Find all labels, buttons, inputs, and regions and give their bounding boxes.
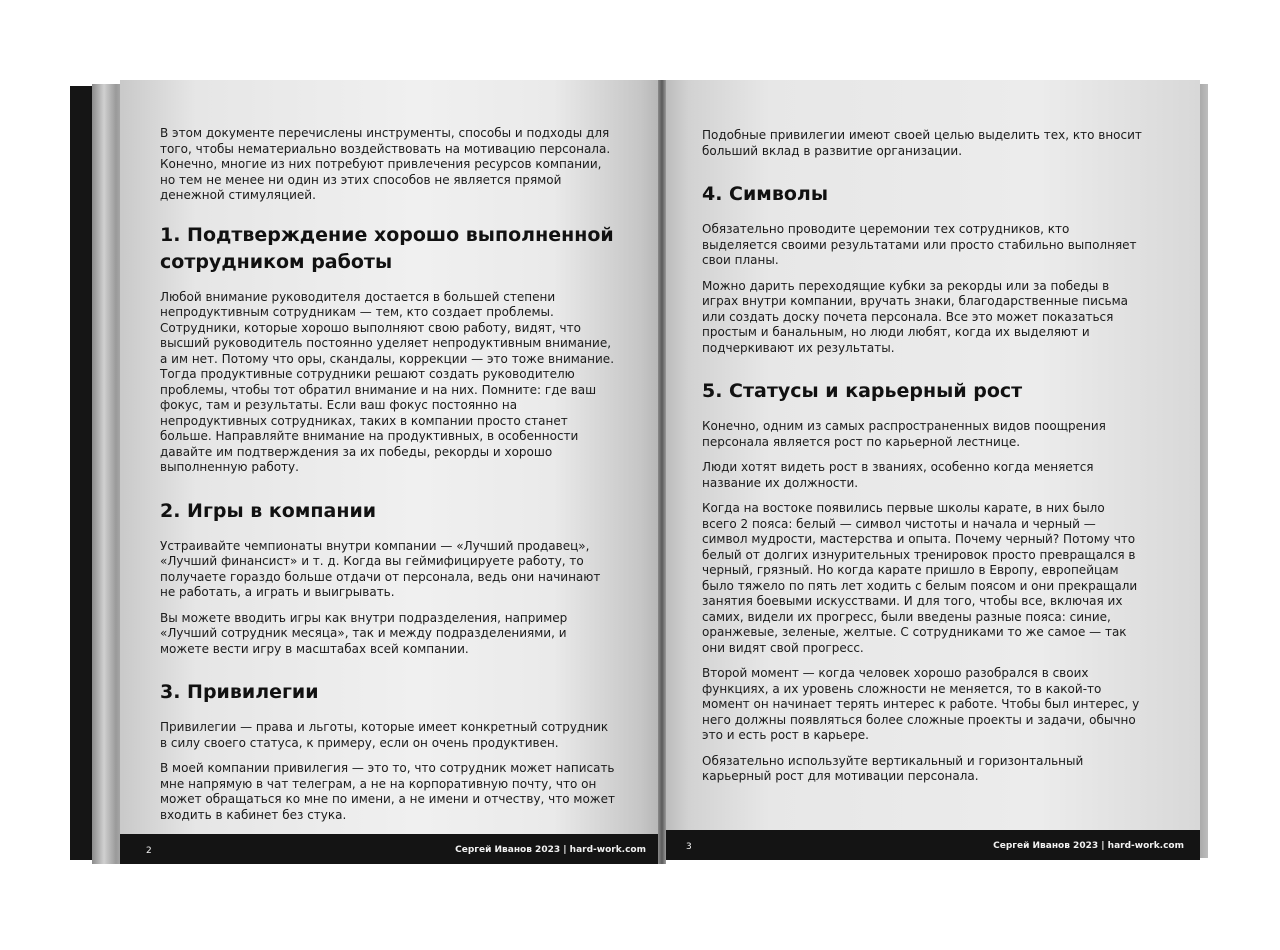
left-page [120, 80, 662, 864]
body-paragraph: Вы можете вводить игры как внутри подразделения, например «Лучший сотрудник месяца», так и между подразделениями, и можете вести игру в масштабах всей компании. [160, 610, 568, 656]
book-spine [658, 80, 666, 864]
page-number: 3 [686, 842, 692, 852]
intro-paragraph: В этом документе перечислены инструменты, способы и подходы для того, чтобы нематериально воздействовать на мотивацию персонала. Конечно, многие из них потребуют привлечения ресурсов компании, но тем не менее ни один из этих способов не является прямой денежной стимуляцией. [160, 126, 611, 202]
section-heading: 2. Игры в компании [160, 499, 377, 522]
right-page-content [702, 128, 1142, 795]
body-paragraph: Люди хотят видеть рост в званиях, особенно когда меняется название их должности. [702, 460, 1094, 490]
page-footer [120, 834, 662, 864]
section-heading: 3. Привилегии [160, 681, 319, 703]
section-heading: 4. Символы [702, 183, 829, 205]
section-heading: 1. Подтверждение хорошо выполненной сотрудником работы [160, 223, 614, 273]
body-paragraph: Обязательно используйте вертикальный и горизонтальный карьерный рост для мотивации персонала. [702, 753, 1084, 783]
page-number: 2 [146, 846, 152, 856]
section-heading: 5. Статусы и карьерный рост [702, 380, 1023, 402]
body-paragraph: Можно дарить переходящие кубки за рекорды или за победы в играх внутри компании, вручать знаки, благодарственные письма или создать доску почета персонала. Все это может показаться простым и банальным, но люди любят, когда их выделяют и подчеркивают их результаты. [702, 278, 1128, 355]
footer-credit: Сергей Иванов 2023 | hard-work.com [455, 845, 646, 855]
body-paragraph: Привилегии — права и льготы, которые имеет конкретный сотрудник в силу своего статуса, к примеру, если он очень продуктивен. [160, 720, 609, 750]
body-paragraph: Второй момент — когда человек хорошо разобрался в своих функциях, а их уровень сложности не меняется, то в какой-то момент он начинает терять интерес к работе. Чтобы был интерес, у него должны появляться более сложные проекты и задачи, обычно это и есть рост в карьере. [702, 666, 1140, 742]
body-paragraph: Когда на востоке появились первые школы карате, в них было всего 2 пояса: белый — символ чистоты и начала и черный — символ мудрости, мастерства и опыта. Почему черный? Потому что белый от долгих изнурительных тренировок просто превращался в черный, грязный. Но когда карате пришло в Европу, европейцам было тяжело по пять лет ходить с белым поясом и они прекращали занятия боевыми искусствами. И для того, чтобы все, включая их самих, видели их прогресс, были введены разные пояса: синие, оранжевые, зеленые, желтые. С сотрудниками то же самое — так они видят свой прогресс. [702, 501, 1138, 655]
body-paragraph: Устраивайте чемпионаты внутри компании — «Лучший продавец», «Лучший финансист» и т. д. Когда вы геймифицируете работу, то получаете гораздо больше отдачи от персонала, ведь они начинают не работать, а играть и выигрывать. [160, 538, 601, 599]
body-paragraph: Обязательно проводите церемонии тех сотрудников, кто выделяется своими результатами или просто стабильно выполняет свои планы. [702, 222, 1137, 267]
left-page-content [160, 126, 618, 833]
intro-paragraph: Подобные привилегии имеют своей целью выделить тех, кто вносит больший вклад в развитие организации. [702, 128, 1142, 158]
page-footer [662, 830, 1200, 860]
body-paragraph: Конечно, одним из самых распространенных видов поощрения персонала является рост по карьерной лестнице. [702, 419, 1106, 449]
right-page [662, 80, 1200, 860]
body-paragraph: В моей компании привилегия — это то, что сотрудник может написать мне напрямую в чат телеграм, а не на корпоративную почту, что он может обращаться ко мне по имени, а не имени и отчеству, что может входить в кабинет без стука. [160, 761, 615, 822]
footer-credit: Сергей Иванов 2023 | hard-work.com [993, 841, 1184, 851]
body-paragraph: Любой внимание руководителя достается в большей степени непродуктивным сотрудникам — тем, кто создает проблемы. Сотрудники, которые хорошо выполняют свою работу, видят, что высший руководитель постоянно уделяет непродуктивным внимание, а им нет. Потому что оры, скандалы, коррекции — это тоже внимание. Тогда продуктивные сотрудники решают создать руководителю проблемы, чтобы тот обратил внимание и на них. Помните: где ваш фокус, там и результаты. Если ваш фокус постоянно на непродуктивных сотрудниках, таких в компании просто станет больше. Направляйте внимание на продуктивных, в особенности давайте им подтверждения за их победы, рекорды и хорошо выполненную работу. [160, 289, 615, 474]
